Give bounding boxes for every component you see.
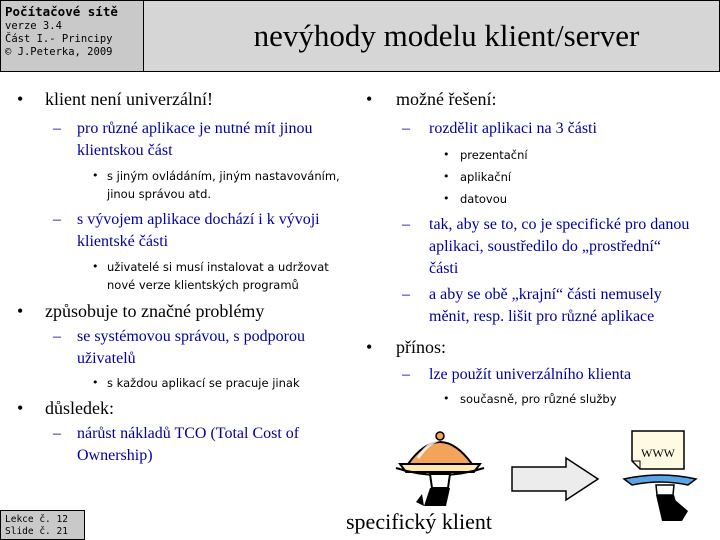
sub-bullet-system-admin: – se systémovou správou, s podporou uživatelů (0, 326, 352, 370)
bullet-client-not-universal: • klient není univerzální! (0, 88, 360, 110)
slide-number: Slide č. 21 (5, 526, 68, 537)
sub-bullet-edge-parts: – a aby se obě „krajní“ části nemusely měnit, resp. lišit pro různé aplikace (362, 284, 694, 328)
detail-bullet-presentation: • prezentační (362, 144, 720, 166)
www-sign-on-tray-icon (622, 425, 698, 525)
sub-bullet-split-three-parts: – rozdělit aplikaci na 3 části (362, 118, 694, 140)
slide-number-box (0, 510, 85, 540)
course-info-box (0, 0, 144, 72)
detail-bullet-data: • datovou (362, 188, 720, 210)
detail-bullet-each-app: • s každou aplikací se pracuje jinak (0, 374, 354, 392)
bullet-causes-problems: • způsobuje to značné problémy (0, 300, 360, 322)
course-part: Část I.- Principy (5, 33, 113, 45)
sub-bullet-app-evolution: – s vývojem aplikace dochází i k vývoji klientské části (0, 209, 352, 253)
course-version: verze 3.4 (5, 20, 62, 32)
detail-bullet-application: • aplikační (362, 166, 720, 188)
sub-bullet-universal-client: – lze použít univerzálního klienta (362, 364, 694, 386)
sub-bullet-different-apps: – pro různé aplikace je nutné mít jinou klientskou část (0, 118, 352, 162)
course-copyright: © J.Peterka, 2009 (5, 46, 113, 58)
bullet-consequence: • důsledek: (0, 397, 360, 419)
slide-title: nevýhody modelu klient/server (253, 18, 640, 53)
detail-bullet-install-versions: • uživatelé si musí instalovat a udržovat nové verze klientských programů (0, 258, 354, 294)
bullet-possible-solution: • možné řešení: (362, 88, 720, 110)
detail-bullet-multiple-services: • současně, pro různé služby (362, 390, 720, 408)
left-column (0, 88, 360, 467)
slide-title-box (144, 0, 720, 72)
detail-bullet-different-controls: • s jiným ovládáním, jiným nastavováním, jinou správou atd. (0, 167, 354, 203)
bullet-benefit: • přínos: (362, 336, 720, 358)
sub-bullet-middle-part: – tak, aby se to, co je specifické pro danou aplikaci, soustředilo do „prostřední“ části (362, 214, 694, 280)
right-arrow-icon (510, 456, 602, 502)
specific-client-caption: specifický klient (346, 509, 493, 534)
sub-bullet-tco-growth: – nárůst nákladů TCO (Total Cost of Ownership) (0, 423, 352, 467)
www-label: WWW (641, 446, 675, 460)
course-name: Počítačové sítě (5, 4, 118, 19)
lecture-number: Lekce č. 12 (5, 514, 68, 525)
waiter-serving-tray-icon (394, 418, 486, 508)
right-column (362, 88, 720, 408)
